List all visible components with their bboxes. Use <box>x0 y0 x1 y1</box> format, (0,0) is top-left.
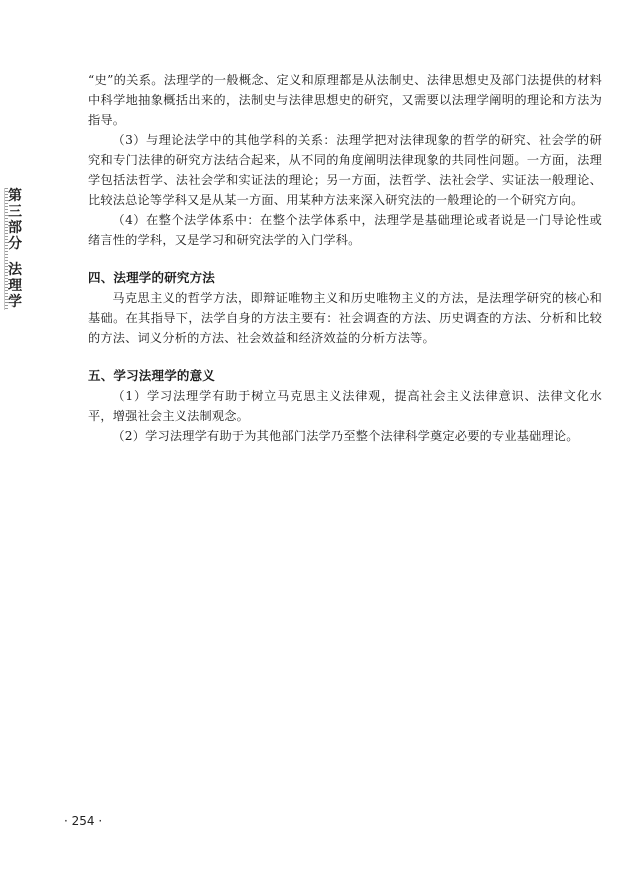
page-body <box>88 70 602 446</box>
paragraph-continued: “史”的关系。法理学的一般概念、定义和原理都是从法制史、法律思想史及部门法提供的材料中科学地抽象概括出来的，法制史与法律思想史的研究，又需要以法理学阐明的理论和方法为指导。 <box>88 73 602 127</box>
side-part-label: 第三部分 <box>8 188 22 252</box>
paragraph-significance-1: （1）学习法理学有助于树立马克思主义法律观，提高社会主义法律意识、法律文化水平，增强社会主义法制观念。 <box>88 389 602 423</box>
paragraph-significance-2: （2）学习法理学有助于为其他部门法学乃至整个法律科学奠定必要的专业基础理论。 <box>112 429 579 443</box>
paragraph-item-4: （4）在整个法学体系中：在整个法学体系中，法理学是基础理论或者说是一门导论性或绪言性的学科，又是学习和研究法学的入门学科。 <box>88 213 602 247</box>
paragraph-methods: 马克思主义的哲学方法，即辩证唯物主义和历史唯物主义的方法，是法理学研究的核心和基础。在其指导下，法学自身的方法主要有：社会调查的方法、历史调查的方法、分析和比较的方法、词义分析的方法、社会效益和经济效益的分析方法等。 <box>88 291 602 345</box>
paragraph-item-3: （3）与理论法学中的其他学科的关系：法理学把对法律现象的哲学的研究、社会学的研究和专门法律的研究方法结合起来，从不同的角度阐明法律现象的共同性问题。一方面，法理学包括法哲学、法社会学和实证法的理论；另一方面，法哲学、法社会学、实证法一般理论、比较法总论等学科又是从某一方面、用某种方法来深入研究法的一般理论的一个研究方向。 <box>88 133 602 207</box>
section-heading-methods: 四、法理学的研究方法 <box>88 270 216 285</box>
side-chapter-label <box>8 188 24 310</box>
section-heading-significance: 五、学习法理学的意义 <box>88 368 216 383</box>
side-subject-label: 法理学 <box>8 262 22 310</box>
page-number: · 254 · <box>64 814 103 828</box>
